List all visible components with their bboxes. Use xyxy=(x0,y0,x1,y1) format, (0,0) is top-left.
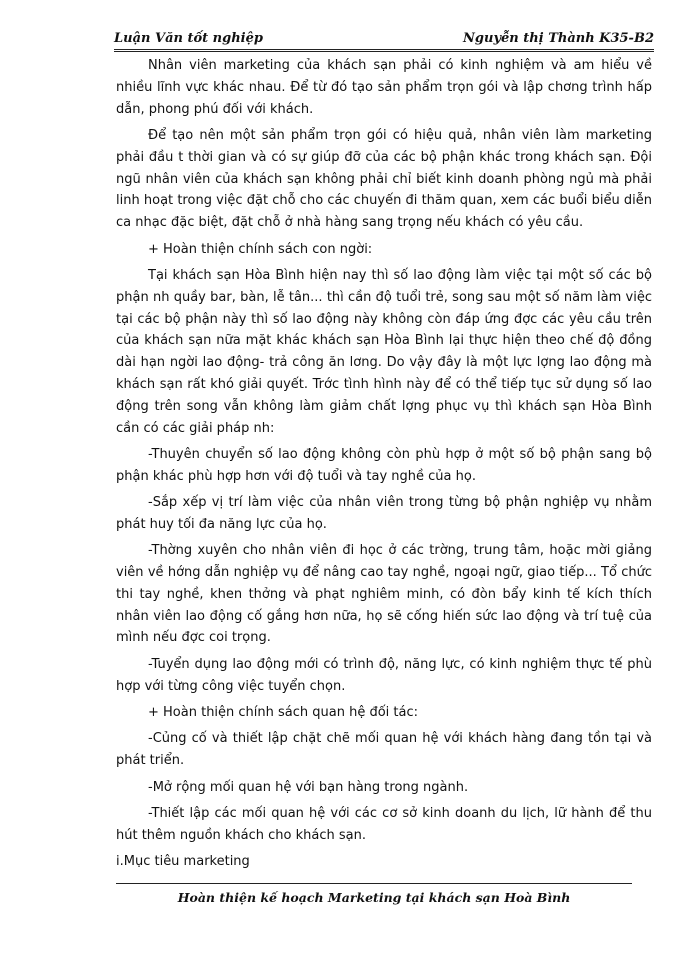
list-item: -Tuyển dụng lao động mới có trình độ, năng lực, có kinh nghiệm thực tế phù hợp với từng công việc tuyển chọn. xyxy=(116,656,652,694)
list-item: -Thiết lập các mối quan hệ với các cơ sở kinh doanh du lịch, lữ hành để thu hút thêm nguồn khách cho khách sạn. xyxy=(116,806,652,843)
paragraph: Tại khách sạn Hòa Bình hiện nay thì số lao động làm việc tại một số các bộ phận nh quầy bar, bàn, lễ tân... thì cần độ tuổi trẻ, song sau một số năm làm việc tại các bộ phận này thì số lao động này không còn đáp ứng đợc các yêu cầu trên của khách sạn nữa mặt khác khách sạn Hòa Bình lại thực hiện theo chế độ đồng dài hạn ngời lao động- trả công ăn lơng. Do vậy đây là một lực lợng lao động mà khách sạn rất khó giải quyết. Trớc tình hình này để có thể tiếp tục sử dụng số lao động trên song vẫn không làm giảm chất lợng phục vụ thì khách sạn Hòa Bình cần có các giải pháp nh: xyxy=(116,267,652,436)
section-heading: + Hoàn thiện chính sách quan hệ đối tác: xyxy=(148,705,419,721)
section-heading: + Hoàn thiện chính sách con ngời: xyxy=(148,241,373,257)
section-title: i.Mục tiêu marketing xyxy=(116,854,250,870)
list-item: -Củng cố và thiết lập chặt chẽ mối quan hệ với khách hàng đang tồn tại và phát triển. xyxy=(116,731,652,769)
page-footer: Hoàn thiện kế hoạch Marketing tại khách sạn Hoà Bình xyxy=(177,890,571,905)
header-author-label: Nguyễn thị Thành K35-B2 xyxy=(463,31,654,46)
footer-rule xyxy=(116,883,632,884)
paragraph: Để tạo nên một sản phẩm trọn gói có hiệu quả, nhân viên làm marketing phải đầu t thời gian và có sự giúp đỡ của các bộ phận khác trong khách sạn. Đội ngũ nhân viên của khách sạn không phải chỉ biết kinh doanh phòng ngủ mà phải linh hoạt trong việc đặt chỗ cho các chuyến đi thăm quan, xem các buổi biểu diễn ca nhạc đặc biệt, đặt chỗ ở nhà hàng sang trọng nếu khách có yêu cầu. xyxy=(116,127,652,231)
list-item: -Thuyên chuyển số lao động không còn phù hợp ở một số bộ phận sang bộ phận khác phù hợp hơn với độ tuổi và tay nghề của họ. xyxy=(116,446,652,484)
list-item: -Thờng xuyên cho nhân viên đi học ở các trờng, trung tâm, hoặc mời giảng viên về hớng dẫn nghiệp vụ để nâng cao tay nghề, ngoại ngữ, giao tiếp... Tổ chức thi tay nghề, khen thởng và phạt nghiêm minh, có đòn bẩy kinh tế kích thích nhân viên lao động cố gắng hơn nữa, họ sẽ cống hiến sức lao động và trí tuệ của mình nếu đợc coi trọng. xyxy=(116,543,652,646)
header-thesis-label: Luận Văn tốt nghiệp xyxy=(114,31,263,46)
header-rule xyxy=(114,49,654,52)
list-item: -Sắp xếp vị trí làm việc của nhân viên trong từng bộ phận nghiệp vụ nhằm phát huy tối đa năng lực của họ. xyxy=(116,495,652,532)
list-item: -Mở rộng mối quan hệ với bạn hàng trong ngành. xyxy=(148,779,469,795)
page-header xyxy=(114,22,654,46)
document-body xyxy=(116,55,652,878)
paragraph: Nhân viên marketing của khách sạn phải có kinh nghiệm và am hiểu về nhiều lĩnh vực khác nhau. Để từ đó tạo sản phẩm trọn gói và lập chơng trình hấp dẫn, phong phú đối với khách. xyxy=(116,58,652,117)
